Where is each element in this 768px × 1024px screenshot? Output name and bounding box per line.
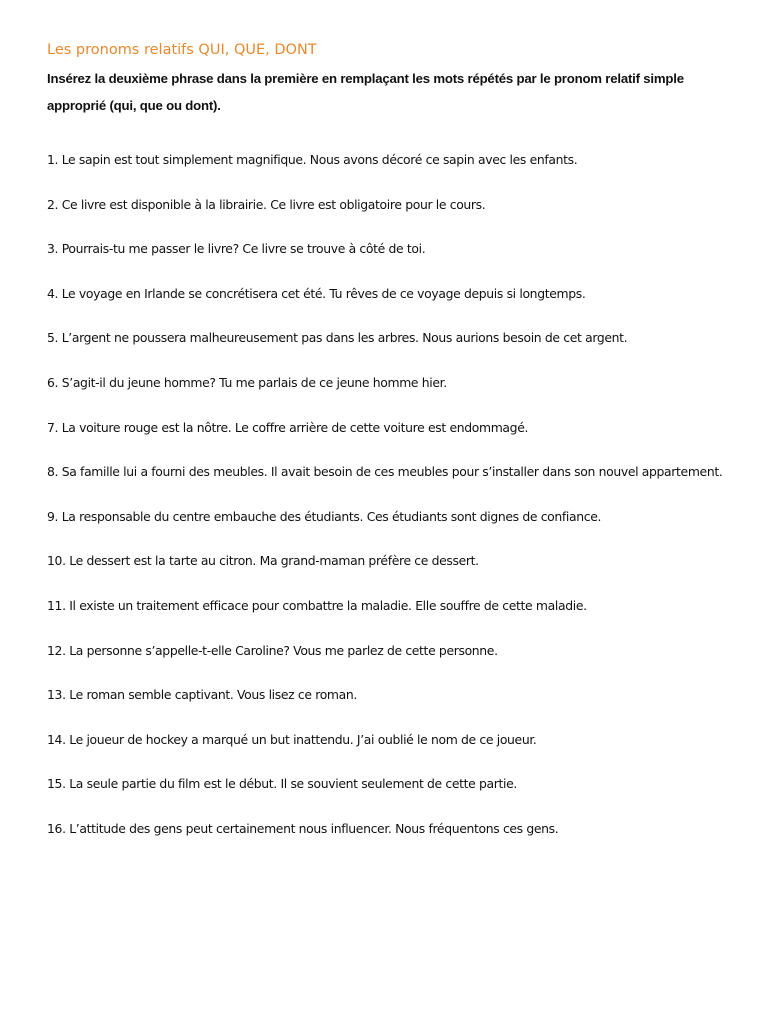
exercise-item: 7. La voiture rouge est la nôtre. Le coffre arrière de cette voiture est endommagé. <box>47 419 529 435</box>
exercise-item: 2. Ce livre est disponible à la librairie. Ce livre est obligatoire pour le cours. <box>47 196 486 212</box>
exercise-item: 6. S’agit-il du jeune homme? Tu me parlais de ce jeune homme hier. <box>47 374 447 390</box>
exercise-item: 9. La responsable du centre embauche des étudiants. Ces étudiants sont dignes de confiance. <box>47 508 602 524</box>
exercise-item: 12. La personne s’appelle-t-elle Caroline? Vous me parlez de cette personne. <box>47 642 498 658</box>
exercise-item: 1. Le sapin est tout simplement magnifique. Nous avons décoré ce sapin avec les enfants. <box>47 152 578 167</box>
exercise-item: 13. Le roman semble captivant. Vous lisez ce roman. <box>47 687 357 703</box>
exercise-list <box>47 146 737 860</box>
exercise-item: 10. Le dessert est la tarte au citron. Ma grand-maman préfère ce dessert. <box>47 553 479 569</box>
exercise-item: 15. La seule partie du film est le début. Il se souvient seulement de cette partie. <box>47 776 518 792</box>
instructions-paragraph: Insérez la deuxième phrase dans la première en remplaçant les mots répétés par le pronom relatif simple approprié (qui, que ou dont). <box>47 71 684 113</box>
exercise-item: 5. L’argent ne poussera malheureusement pas dans les arbres. Nous aurions besoin de cet argent. <box>47 330 628 346</box>
document-title: Les pronoms relatifs QUI, QUE, DONT <box>47 42 317 58</box>
exercise-item: 14. Le joueur de hockey a marqué un but inattendu. J’ai oublié le nom de ce joueur. <box>47 731 537 747</box>
exercise-item: 3. Pourrais-tu me passer le livre? Ce livre se trouve à côté de toi. <box>47 241 426 257</box>
exercise-item: 11. Il existe un traitement efficace pour combattre la maladie. Elle souffre de cette maladie. <box>47 597 587 613</box>
exercise-item: 16. L’attitude des gens peut certainement nous influencer. Nous fréquentons ces gens. <box>47 820 559 836</box>
exercise-item: 8. Sa famille lui a fourni des meubles. Il avait besoin de ces meubles pour s’installer dans son nouvel appartement. <box>47 464 723 480</box>
exercise-item: 4. Le voyage en Irlande se concrétisera cet été. Tu rêves de ce voyage depuis si longtemps. <box>47 285 586 301</box>
